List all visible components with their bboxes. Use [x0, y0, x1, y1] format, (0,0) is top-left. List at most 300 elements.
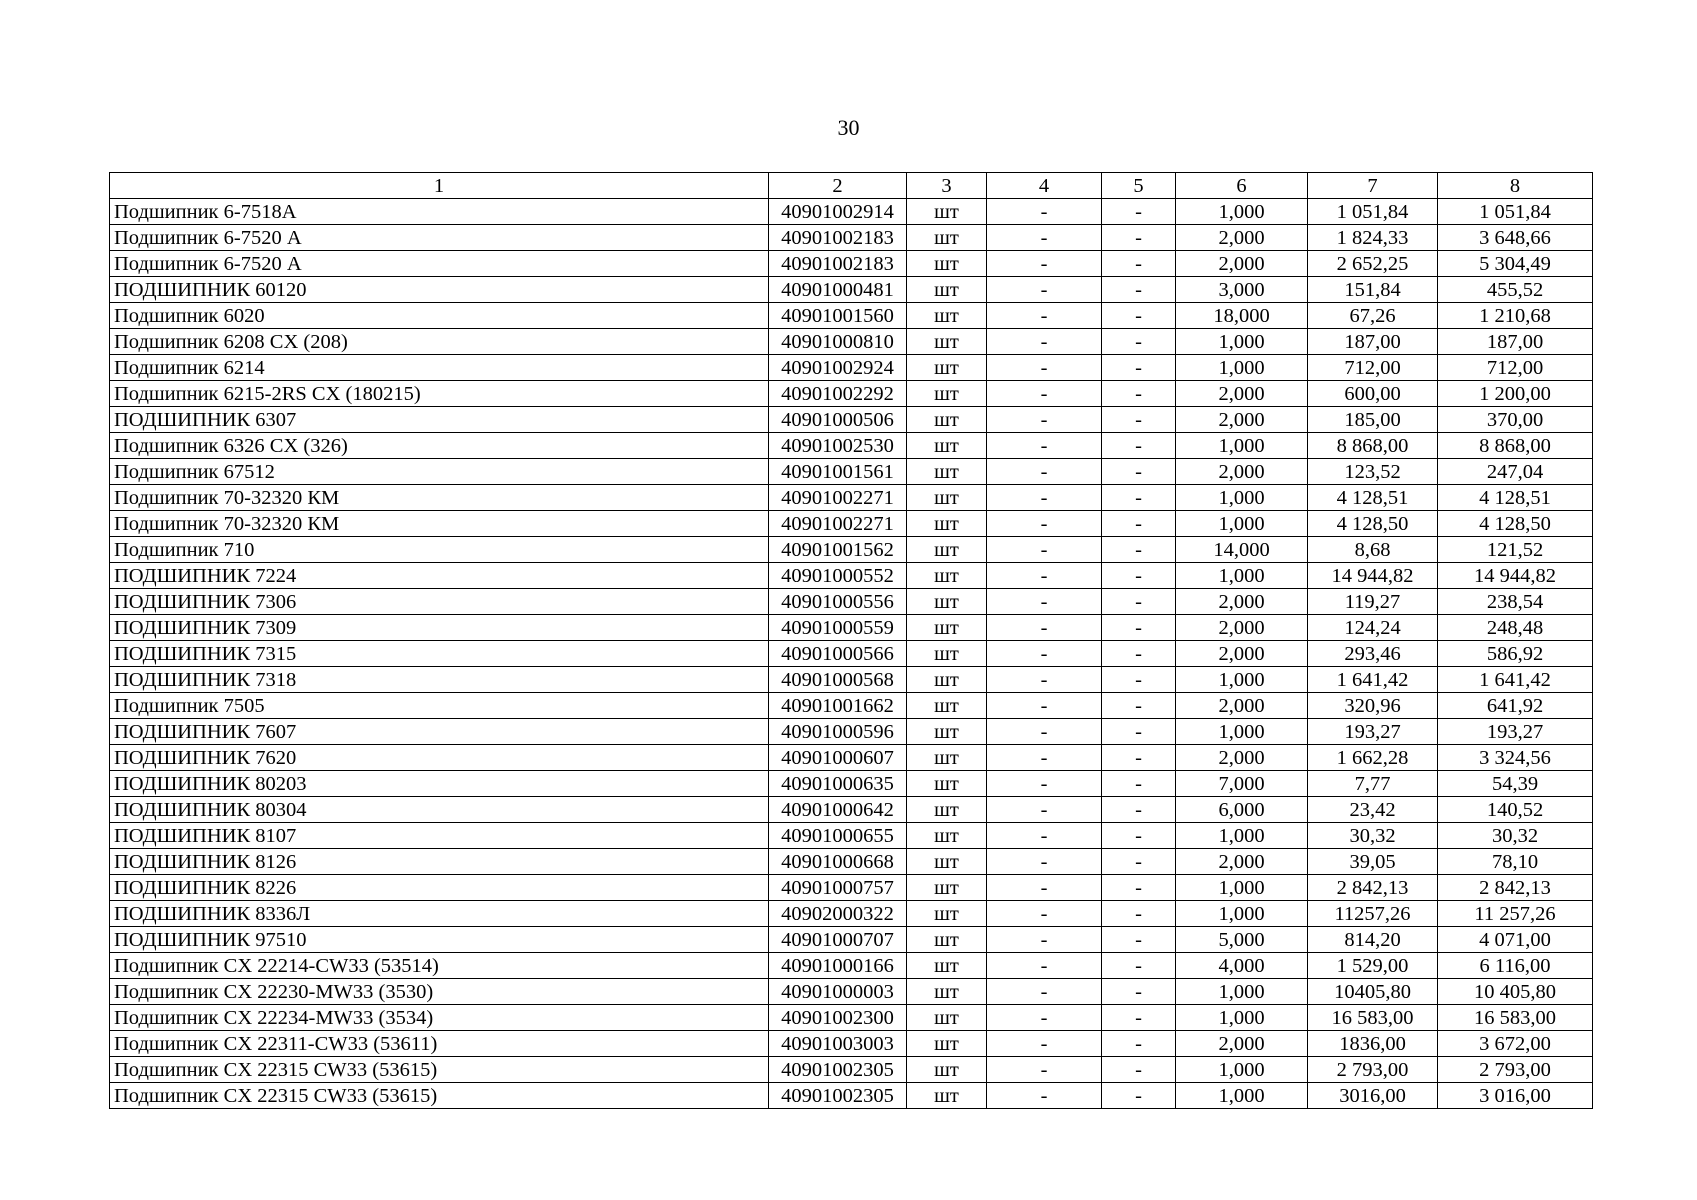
- page-number: 30: [837, 115, 860, 140]
- quantity-cell: 2,000: [1176, 589, 1308, 615]
- item-code-cell: 40901001662: [769, 693, 907, 719]
- col5-cell: -: [1102, 537, 1176, 563]
- price-cell: 3016,00: [1308, 1083, 1438, 1109]
- sum-cell: 3 016,00: [1438, 1083, 1593, 1109]
- col5-cell: -: [1102, 771, 1176, 797]
- price-cell: 8 868,00: [1308, 433, 1438, 459]
- sum-cell: 1 200,00: [1438, 381, 1593, 407]
- item-code-cell: 40901002292: [769, 381, 907, 407]
- item-code-cell: 40901002183: [769, 225, 907, 251]
- col5-cell: -: [1102, 1005, 1176, 1031]
- sum-cell: 712,00: [1438, 355, 1593, 381]
- col4-cell: -: [987, 849, 1102, 875]
- col4-cell: -: [987, 199, 1102, 225]
- table-row: [110, 849, 1593, 875]
- unit-cell: шт: [907, 563, 987, 589]
- quantity-cell: 1,000: [1176, 329, 1308, 355]
- item-code-cell: 40901000559: [769, 615, 907, 641]
- sum-cell: 641,92: [1438, 693, 1593, 719]
- unit-cell: шт: [907, 849, 987, 875]
- unit-cell: шт: [907, 797, 987, 823]
- col5-cell: -: [1102, 667, 1176, 693]
- table-row: [110, 433, 1593, 459]
- quantity-cell: 6,000: [1176, 797, 1308, 823]
- col5-cell: -: [1102, 953, 1176, 979]
- item-code-cell: 40901000552: [769, 563, 907, 589]
- item-code-cell: 40901000566: [769, 641, 907, 667]
- table-row: [110, 667, 1593, 693]
- item-name-cell: Подшипник 6326 CX (326): [110, 433, 769, 459]
- table-row: [110, 485, 1593, 511]
- item-name-cell: Подшипник CX 22315 CW33 (53615): [110, 1057, 769, 1083]
- col5-cell: -: [1102, 1031, 1176, 1057]
- header-col-2: 2: [769, 173, 907, 199]
- item-code-cell: 40901000568: [769, 667, 907, 693]
- header-col-7: 7: [1308, 173, 1438, 199]
- price-cell: 2 652,25: [1308, 251, 1438, 277]
- item-code-cell: 40901000556: [769, 589, 907, 615]
- col4-cell: -: [987, 615, 1102, 641]
- col4-cell: -: [987, 745, 1102, 771]
- unit-cell: шт: [907, 979, 987, 1005]
- table-row: [110, 823, 1593, 849]
- item-name-cell: Подшипник 6214: [110, 355, 769, 381]
- col5-cell: -: [1102, 277, 1176, 303]
- header-col-3: 3: [907, 173, 987, 199]
- item-name-cell: Подшипник 6215-2RS CX (180215): [110, 381, 769, 407]
- item-code-cell: 40901000668: [769, 849, 907, 875]
- col5-cell: -: [1102, 849, 1176, 875]
- quantity-cell: 1,000: [1176, 979, 1308, 1005]
- table-row: [110, 329, 1593, 355]
- item-name-cell: Подшипник 6-7520 А: [110, 251, 769, 277]
- unit-cell: шт: [907, 381, 987, 407]
- col4-cell: -: [987, 823, 1102, 849]
- col5-cell: -: [1102, 615, 1176, 641]
- col4-cell: -: [987, 1005, 1102, 1031]
- price-cell: 11257,26: [1308, 901, 1438, 927]
- quantity-cell: 1,000: [1176, 667, 1308, 693]
- col4-cell: -: [987, 1083, 1102, 1109]
- item-code-cell: 40901000481: [769, 277, 907, 303]
- price-cell: 123,52: [1308, 459, 1438, 485]
- item-code-cell: 40901000506: [769, 407, 907, 433]
- sum-cell: 30,32: [1438, 823, 1593, 849]
- sum-cell: 248,48: [1438, 615, 1593, 641]
- header-col-8: 8: [1438, 173, 1593, 199]
- item-name-cell: ПОДШИПНИК 7620: [110, 745, 769, 771]
- item-code-cell: 40901002924: [769, 355, 907, 381]
- sum-cell: 187,00: [1438, 329, 1593, 355]
- item-code-cell: 40901000810: [769, 329, 907, 355]
- col5-cell: -: [1102, 459, 1176, 485]
- price-cell: 39,05: [1308, 849, 1438, 875]
- col5-cell: -: [1102, 745, 1176, 771]
- price-cell: 151,84: [1308, 277, 1438, 303]
- unit-cell: шт: [907, 277, 987, 303]
- sum-cell: 370,00: [1438, 407, 1593, 433]
- price-cell: 1 051,84: [1308, 199, 1438, 225]
- unit-cell: шт: [907, 485, 987, 511]
- quantity-cell: 2,000: [1176, 251, 1308, 277]
- price-cell: 124,24: [1308, 615, 1438, 641]
- unit-cell: шт: [907, 615, 987, 641]
- unit-cell: шт: [907, 823, 987, 849]
- table-row: [110, 901, 1593, 927]
- item-code-cell: 40901000707: [769, 927, 907, 953]
- quantity-cell: 7,000: [1176, 771, 1308, 797]
- quantity-cell: 2,000: [1176, 407, 1308, 433]
- price-cell: 600,00: [1308, 381, 1438, 407]
- col4-cell: -: [987, 1057, 1102, 1083]
- item-name-cell: ПОДШИПНИК 8226: [110, 875, 769, 901]
- quantity-cell: 1,000: [1176, 1083, 1308, 1109]
- price-cell: 16 583,00: [1308, 1005, 1438, 1031]
- item-code-cell: 40901002183: [769, 251, 907, 277]
- col4-cell: -: [987, 537, 1102, 563]
- quantity-cell: 1,000: [1176, 511, 1308, 537]
- item-name-cell: Подшипник 70-32320 КМ: [110, 485, 769, 511]
- quantity-cell: 1,000: [1176, 355, 1308, 381]
- unit-cell: шт: [907, 641, 987, 667]
- sum-cell: 2 842,13: [1438, 875, 1593, 901]
- item-name-cell: Подшипник 6-7518А: [110, 199, 769, 225]
- unit-cell: шт: [907, 225, 987, 251]
- table-row: [110, 511, 1593, 537]
- item-code-cell: 40901000596: [769, 719, 907, 745]
- col5-cell: -: [1102, 225, 1176, 251]
- sum-cell: 14 944,82: [1438, 563, 1593, 589]
- table-row: [110, 719, 1593, 745]
- item-code-cell: 40901001560: [769, 303, 907, 329]
- quantity-cell: 2,000: [1176, 615, 1308, 641]
- col5-cell: -: [1102, 563, 1176, 589]
- col5-cell: -: [1102, 641, 1176, 667]
- col4-cell: -: [987, 329, 1102, 355]
- price-cell: 10405,80: [1308, 979, 1438, 1005]
- col4-cell: -: [987, 927, 1102, 953]
- price-cell: 1 641,42: [1308, 667, 1438, 693]
- col5-cell: -: [1102, 407, 1176, 433]
- sum-cell: 2 793,00: [1438, 1057, 1593, 1083]
- table-row: [110, 1005, 1593, 1031]
- col5-cell: -: [1102, 303, 1176, 329]
- table-row: [110, 199, 1593, 225]
- unit-cell: шт: [907, 199, 987, 225]
- col4-cell: -: [987, 641, 1102, 667]
- item-name-cell: Подшипник 6020: [110, 303, 769, 329]
- item-name-cell: ПОДШИПНИК 80304: [110, 797, 769, 823]
- unit-cell: шт: [907, 745, 987, 771]
- quantity-cell: 1,000: [1176, 485, 1308, 511]
- item-code-cell: 40901002300: [769, 1005, 907, 1031]
- price-cell: 293,46: [1308, 641, 1438, 667]
- quantity-cell: 1,000: [1176, 1057, 1308, 1083]
- unit-cell: шт: [907, 875, 987, 901]
- col4-cell: -: [987, 355, 1102, 381]
- unit-cell: шт: [907, 537, 987, 563]
- item-name-cell: ПОДШИПНИК 80203: [110, 771, 769, 797]
- header-col-6: 6: [1176, 173, 1308, 199]
- col4-cell: -: [987, 407, 1102, 433]
- quantity-cell: 1,000: [1176, 875, 1308, 901]
- item-code-cell: 40901002271: [769, 511, 907, 537]
- sum-cell: 3 672,00: [1438, 1031, 1593, 1057]
- col4-cell: -: [987, 381, 1102, 407]
- item-code-cell: 40901000642: [769, 797, 907, 823]
- item-code-cell: 40901000003: [769, 979, 907, 1005]
- price-cell: 193,27: [1308, 719, 1438, 745]
- col5-cell: -: [1102, 979, 1176, 1005]
- table-row: [110, 875, 1593, 901]
- quantity-cell: 1,000: [1176, 719, 1308, 745]
- quantity-cell: 2,000: [1176, 1031, 1308, 1057]
- unit-cell: шт: [907, 719, 987, 745]
- item-name-cell: Подшипник 6-7520 А: [110, 225, 769, 251]
- col4-cell: -: [987, 771, 1102, 797]
- table-row: [110, 225, 1593, 251]
- table-row: [110, 1031, 1593, 1057]
- quantity-cell: 5,000: [1176, 927, 1308, 953]
- table-row: [110, 381, 1593, 407]
- col4-cell: -: [987, 433, 1102, 459]
- sum-cell: 3 648,66: [1438, 225, 1593, 251]
- unit-cell: шт: [907, 901, 987, 927]
- item-code-cell: 40901000655: [769, 823, 907, 849]
- unit-cell: шт: [907, 953, 987, 979]
- sum-cell: 8 868,00: [1438, 433, 1593, 459]
- sum-cell: 4 128,51: [1438, 485, 1593, 511]
- sum-cell: 11 257,26: [1438, 901, 1593, 927]
- table-row: [110, 979, 1593, 1005]
- price-cell: 712,00: [1308, 355, 1438, 381]
- col5-cell: -: [1102, 797, 1176, 823]
- quantity-cell: 2,000: [1176, 381, 1308, 407]
- quantity-cell: 1,000: [1176, 1005, 1308, 1031]
- quantity-cell: 1,000: [1176, 433, 1308, 459]
- sum-cell: 10 405,80: [1438, 979, 1593, 1005]
- col5-cell: -: [1102, 485, 1176, 511]
- col4-cell: -: [987, 667, 1102, 693]
- price-cell: 1 662,28: [1308, 745, 1438, 771]
- item-name-cell: ПОДШИПНИК 7315: [110, 641, 769, 667]
- quantity-cell: 1,000: [1176, 563, 1308, 589]
- item-code-cell: 40901002305: [769, 1083, 907, 1109]
- item-code-cell: 40901002271: [769, 485, 907, 511]
- unit-cell: шт: [907, 693, 987, 719]
- unit-cell: шт: [907, 303, 987, 329]
- item-name-cell: ПОДШИПНИК 7318: [110, 667, 769, 693]
- sum-cell: 140,52: [1438, 797, 1593, 823]
- col4-cell: -: [987, 251, 1102, 277]
- sum-cell: 586,92: [1438, 641, 1593, 667]
- col4-cell: -: [987, 563, 1102, 589]
- item-name-cell: Подшипник CX 22315 CW33 (53615): [110, 1083, 769, 1109]
- item-name-cell: Подшипник 67512: [110, 459, 769, 485]
- col4-cell: -: [987, 589, 1102, 615]
- col5-cell: -: [1102, 251, 1176, 277]
- col5-cell: -: [1102, 355, 1176, 381]
- item-code-cell: 40901001562: [769, 537, 907, 563]
- quantity-cell: 2,000: [1176, 641, 1308, 667]
- sum-cell: 1 051,84: [1438, 199, 1593, 225]
- price-cell: 2 793,00: [1308, 1057, 1438, 1083]
- col4-cell: -: [987, 277, 1102, 303]
- table-row: [110, 771, 1593, 797]
- sum-cell: 121,52: [1438, 537, 1593, 563]
- price-cell: 67,26: [1308, 303, 1438, 329]
- unit-cell: шт: [907, 589, 987, 615]
- sum-cell: 455,52: [1438, 277, 1593, 303]
- price-cell: 4 128,51: [1308, 485, 1438, 511]
- quantity-cell: 3,000: [1176, 277, 1308, 303]
- quantity-cell: 18,000: [1176, 303, 1308, 329]
- price-cell: 1 824,33: [1308, 225, 1438, 251]
- sum-cell: 4 128,50: [1438, 511, 1593, 537]
- quantity-cell: 2,000: [1176, 745, 1308, 771]
- table-row: [110, 1057, 1593, 1083]
- table-row: [110, 355, 1593, 381]
- item-name-cell: ПОДШИПНИК 97510: [110, 927, 769, 953]
- header-col-1: 1: [110, 173, 769, 199]
- table-row: [110, 641, 1593, 667]
- item-code-cell: 40901002530: [769, 433, 907, 459]
- item-name-cell: ПОДШИПНИК 8107: [110, 823, 769, 849]
- col5-cell: -: [1102, 511, 1176, 537]
- col4-cell: -: [987, 797, 1102, 823]
- price-cell: 320,96: [1308, 693, 1438, 719]
- item-name-cell: Подшипник CX 22214-CW33 (53514): [110, 953, 769, 979]
- table-row: [110, 953, 1593, 979]
- col4-cell: -: [987, 485, 1102, 511]
- col4-cell: -: [987, 1031, 1102, 1057]
- table-row: [110, 1083, 1593, 1109]
- header-col-5: 5: [1102, 173, 1176, 199]
- table-row: [110, 927, 1593, 953]
- unit-cell: шт: [907, 667, 987, 693]
- col4-cell: -: [987, 719, 1102, 745]
- col5-cell: -: [1102, 823, 1176, 849]
- col4-cell: -: [987, 303, 1102, 329]
- col4-cell: -: [987, 979, 1102, 1005]
- unit-cell: шт: [907, 329, 987, 355]
- unit-cell: шт: [907, 1057, 987, 1083]
- table-row: [110, 277, 1593, 303]
- sum-cell: 1 641,42: [1438, 667, 1593, 693]
- table-row: [110, 537, 1593, 563]
- col5-cell: -: [1102, 1083, 1176, 1109]
- price-cell: 814,20: [1308, 927, 1438, 953]
- col5-cell: -: [1102, 1057, 1176, 1083]
- col5-cell: -: [1102, 927, 1176, 953]
- item-name-cell: Подшипник 7505: [110, 693, 769, 719]
- col4-cell: -: [987, 225, 1102, 251]
- unit-cell: шт: [907, 251, 987, 277]
- price-cell: 185,00: [1308, 407, 1438, 433]
- price-cell: 14 944,82: [1308, 563, 1438, 589]
- table-row: [110, 459, 1593, 485]
- price-cell: 1836,00: [1308, 1031, 1438, 1057]
- table-row: [110, 589, 1593, 615]
- unit-cell: шт: [907, 927, 987, 953]
- quantity-cell: 14,000: [1176, 537, 1308, 563]
- col5-cell: -: [1102, 589, 1176, 615]
- item-name-cell: Подшипник CX 22230-MW33 (3530): [110, 979, 769, 1005]
- price-cell: 2 842,13: [1308, 875, 1438, 901]
- col4-cell: -: [987, 953, 1102, 979]
- unit-cell: шт: [907, 355, 987, 381]
- price-cell: 1 529,00: [1308, 953, 1438, 979]
- col4-cell: -: [987, 875, 1102, 901]
- col5-cell: -: [1102, 693, 1176, 719]
- quantity-cell: 1,000: [1176, 823, 1308, 849]
- sum-cell: 4 071,00: [1438, 927, 1593, 953]
- item-name-cell: ПОДШИПНИК 6307: [110, 407, 769, 433]
- quantity-cell: 2,000: [1176, 693, 1308, 719]
- item-code-cell: 40901002914: [769, 199, 907, 225]
- table-row: [110, 615, 1593, 641]
- unit-cell: шт: [907, 771, 987, 797]
- inventory-table: [109, 172, 1593, 1109]
- item-code-cell: 40901003003: [769, 1031, 907, 1057]
- item-code-cell: 40901000166: [769, 953, 907, 979]
- item-name-cell: Подшипник CX 22311-CW33 (53611): [110, 1031, 769, 1057]
- price-cell: 23,42: [1308, 797, 1438, 823]
- col4-cell: -: [987, 459, 1102, 485]
- item-name-cell: ПОДШИПНИК 7306: [110, 589, 769, 615]
- unit-cell: шт: [907, 1031, 987, 1057]
- item-name-cell: Подшипник CX 22234-MW33 (3534): [110, 1005, 769, 1031]
- unit-cell: шт: [907, 433, 987, 459]
- col5-cell: -: [1102, 329, 1176, 355]
- item-code-cell: 40902000322: [769, 901, 907, 927]
- price-cell: 4 128,50: [1308, 511, 1438, 537]
- sum-cell: 5 304,49: [1438, 251, 1593, 277]
- col5-cell: -: [1102, 875, 1176, 901]
- sum-cell: 78,10: [1438, 849, 1593, 875]
- table-header-row: [110, 173, 1593, 199]
- item-code-cell: 40901000757: [769, 875, 907, 901]
- item-name-cell: Подшипник 70-32320 КМ: [110, 511, 769, 537]
- sum-cell: 3 324,56: [1438, 745, 1593, 771]
- col5-cell: -: [1102, 199, 1176, 225]
- col4-cell: -: [987, 693, 1102, 719]
- table-body: [110, 199, 1593, 1109]
- unit-cell: шт: [907, 511, 987, 537]
- col4-cell: -: [987, 511, 1102, 537]
- col5-cell: -: [1102, 381, 1176, 407]
- item-name-cell: ПОДШИПНИК 8126: [110, 849, 769, 875]
- table-row: [110, 693, 1593, 719]
- quantity-cell: 2,000: [1176, 459, 1308, 485]
- item-name-cell: ПОДШИПНИК 7607: [110, 719, 769, 745]
- price-cell: 7,77: [1308, 771, 1438, 797]
- unit-cell: шт: [907, 1083, 987, 1109]
- price-cell: 187,00: [1308, 329, 1438, 355]
- price-cell: 119,27: [1308, 589, 1438, 615]
- sum-cell: 16 583,00: [1438, 1005, 1593, 1031]
- sum-cell: 54,39: [1438, 771, 1593, 797]
- table-row: [110, 303, 1593, 329]
- item-name-cell: ПОДШИПНИК 60120: [110, 277, 769, 303]
- quantity-cell: 4,000: [1176, 953, 1308, 979]
- item-code-cell: 40901001561: [769, 459, 907, 485]
- item-name-cell: ПОДШИПНИК 7224: [110, 563, 769, 589]
- quantity-cell: 2,000: [1176, 849, 1308, 875]
- sum-cell: 193,27: [1438, 719, 1593, 745]
- sum-cell: 238,54: [1438, 589, 1593, 615]
- item-code-cell: 40901002305: [769, 1057, 907, 1083]
